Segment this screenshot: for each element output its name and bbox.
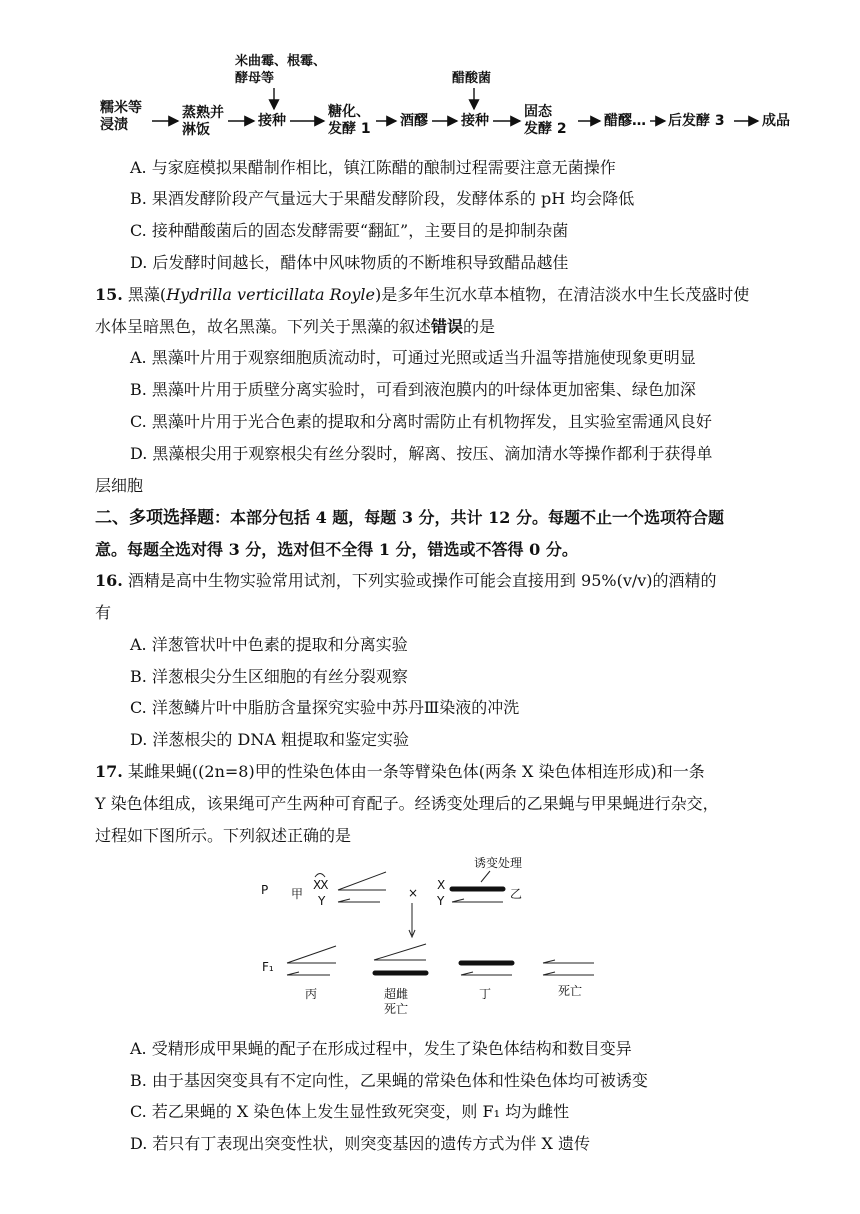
q16-number: 16. <box>95 571 123 590</box>
q17-line1: 某雌果蝇((2n=8)甲的性染色体由一条等臂染色体(两条 X 染色体相连形成)和一条 <box>122 762 705 781</box>
q17-option-d: D. 若只有丁表现出突变性状，则突变基因的遗传方式为伴 X 遗传 <box>130 1134 590 1153</box>
q17-option-c: C. 若乙果蝇的 X 染色体上发生显性致死突变，则 F₁ 均为雌性 <box>130 1102 570 1121</box>
q17-number: 17. <box>95 762 123 781</box>
q17-option-b: B. 由于基因突变具有不定向性，乙果蝇的常染色体和性染色体均可被诱变 <box>130 1071 648 1090</box>
diagram-dead-label: 死亡 <box>558 984 583 998</box>
q15-option-d-cont: 层细胞 <box>95 476 144 495</box>
q15-option-a: A. 黑藻叶片用于观察细胞质流动时，可通过光照或适当升温等措施使现象更明显 <box>130 348 696 367</box>
flow-step-4-line1: 糖化、 <box>328 104 370 120</box>
diagram-X-label-2: X <box>437 878 446 892</box>
diagram-jia-label: 甲 <box>291 887 304 901</box>
superfemale-x-upper <box>374 944 426 960</box>
diagram-mutagenesis-label: 诱变处理 <box>474 856 523 870</box>
diagram-Y-label-1: Y <box>318 894 326 908</box>
flow-step-7-line2: 发酵 2 <box>524 121 567 137</box>
flow-step-4-line2: 发酵 1 <box>328 121 371 137</box>
flow-step-2-line1: 蒸熟并 <box>182 105 224 121</box>
q17-stem-line3: 过程如下图所示。下列叙述正确的是 <box>95 826 352 845</box>
flow-step-10: 成品 <box>762 113 790 129</box>
section2-title: 二、多项选择题 <box>95 508 214 528</box>
jia-x-upper <box>338 872 386 890</box>
flow-step-5: 酒醪 <box>400 113 428 129</box>
q15-post: )是多年生沉水草本植物，在清洁淡水中生长茂盛时使 <box>374 285 750 304</box>
flow-step-7-line1: 固态 <box>524 104 552 120</box>
q15-option-b: B. 黑藻叶片用于质壁分离实验时，可看到液泡膜内的叶绿体更加密集、绿色加深 <box>130 380 696 399</box>
flow-step-3: 接种 <box>258 113 286 129</box>
flow-step-1-line2: 浸渍 <box>100 117 128 133</box>
flow-step-2-line2: 淋饭 <box>182 122 210 138</box>
q14-option-a: A. 与家庭模拟果醋制作相比，镇江陈醋的酿制过程需要注意无菌操作 <box>130 158 616 177</box>
q14-option-c: C. 接种醋酸菌后的固态发酵需要“翻缸”，主要目的是抑制杂菌 <box>130 221 569 240</box>
diagram-XX-label: XX <box>313 878 328 892</box>
flow-step-9: 后发酵 3 <box>668 113 725 129</box>
q16-stem-line2: 有 <box>95 603 112 622</box>
flow-step-8: 醋醪… <box>604 113 646 129</box>
diagram-P-label: P <box>261 883 269 897</box>
flow-inoculum-1-line1: 米曲霉、根霉、 <box>235 54 327 69</box>
q16-line1: 酒精是高中生物实验常用试剂，下列实验或操作可能会直接用到 95%(v/v)的酒精的 <box>122 571 717 590</box>
q15-pre: 黑藻( <box>122 285 167 304</box>
section2-desc1: ：本部分包括 4 题，每题 3 分，共计 12 分。每题不止一个选项符合题 <box>214 508 724 527</box>
q16-option-b: B. 洋葱根尖分生区细胞的有丝分裂观察 <box>130 667 408 686</box>
flow-step-1-line1: 糯米等 <box>100 100 142 116</box>
diagram-yi-label: 乙 <box>510 887 523 901</box>
q16-option-a: A. 洋葱管状叶中色素的提取和分离实验 <box>130 635 408 654</box>
q16-option-c: C. 洋葱鳞片叶中脂肪含量探究实验中苏丹Ⅲ染液的冲洗 <box>130 698 520 717</box>
q15-latin-name: Hydrilla verticillata Royle <box>166 285 375 304</box>
diagram-superfemale-label: 超雌 <box>384 987 409 1001</box>
q16-option-d: D. 洋葱根尖的 DNA 粗提取和鉴定实验 <box>130 730 409 749</box>
diagram-Y-label-2: Y <box>437 894 445 908</box>
q14-option-d: D. 后发酵时间越长，醋体中风味物质的不断堆积导致醋品越佳 <box>130 253 569 272</box>
q15-option-c: C. 黑藻叶片用于光合色素的提取和分离时需防止有机物挥发，且实验室需通风良好 <box>130 412 712 431</box>
q15-line2a: 水体呈暗黑色，故名黑藻。下列关于黑藻的叙述 <box>95 317 432 336</box>
diagram-superfemale-dead-label: 死亡 <box>384 1002 409 1016</box>
diagram-cross-symbol: × <box>408 886 419 900</box>
flow-inoculum-1-line2: 酵母等 <box>235 71 275 86</box>
q15-option-d: D. 黑藻根尖用于观察根尖有丝分裂时，解离、按压、滴加清水等操作都利于获得单 <box>130 444 713 463</box>
flow-step-6: 接种 <box>461 113 489 129</box>
attached-x-arc <box>315 874 325 878</box>
section2-desc2: 意。每题全选对得 3 分，选对但不全得 1 分，错选或不答得 0 分。 <box>95 540 578 559</box>
diagram-ding-label: 丁 <box>479 987 492 1001</box>
q15-number: 15. <box>95 285 123 304</box>
diagram-bing-label: 丙 <box>305 987 318 1001</box>
bing-x-upper <box>287 946 336 963</box>
q17-option-a: A. 受精形成甲果蝇的配子在形成过程中，发生了染色体结构和数目变异 <box>130 1039 632 1058</box>
q17-stem-line2: Y 染色体组成，该果绳可产生两种可育配子。经诱变处理后的乙果蝇与甲果蝇进行杂交， <box>95 794 719 813</box>
mutation-pointer <box>481 871 490 882</box>
q15-emphasis-wrong: 错误 <box>431 317 464 336</box>
q14-option-b: B. 果酒发酵阶段产气量远大于果醋发酵阶段，发酵体系的 pH 均会降低 <box>130 189 635 208</box>
flow-inoculum-2: 醋酸菌 <box>452 71 492 86</box>
q15-line2c: 的是 <box>463 317 496 336</box>
diagram-F1-label: F₁ <box>262 960 274 974</box>
